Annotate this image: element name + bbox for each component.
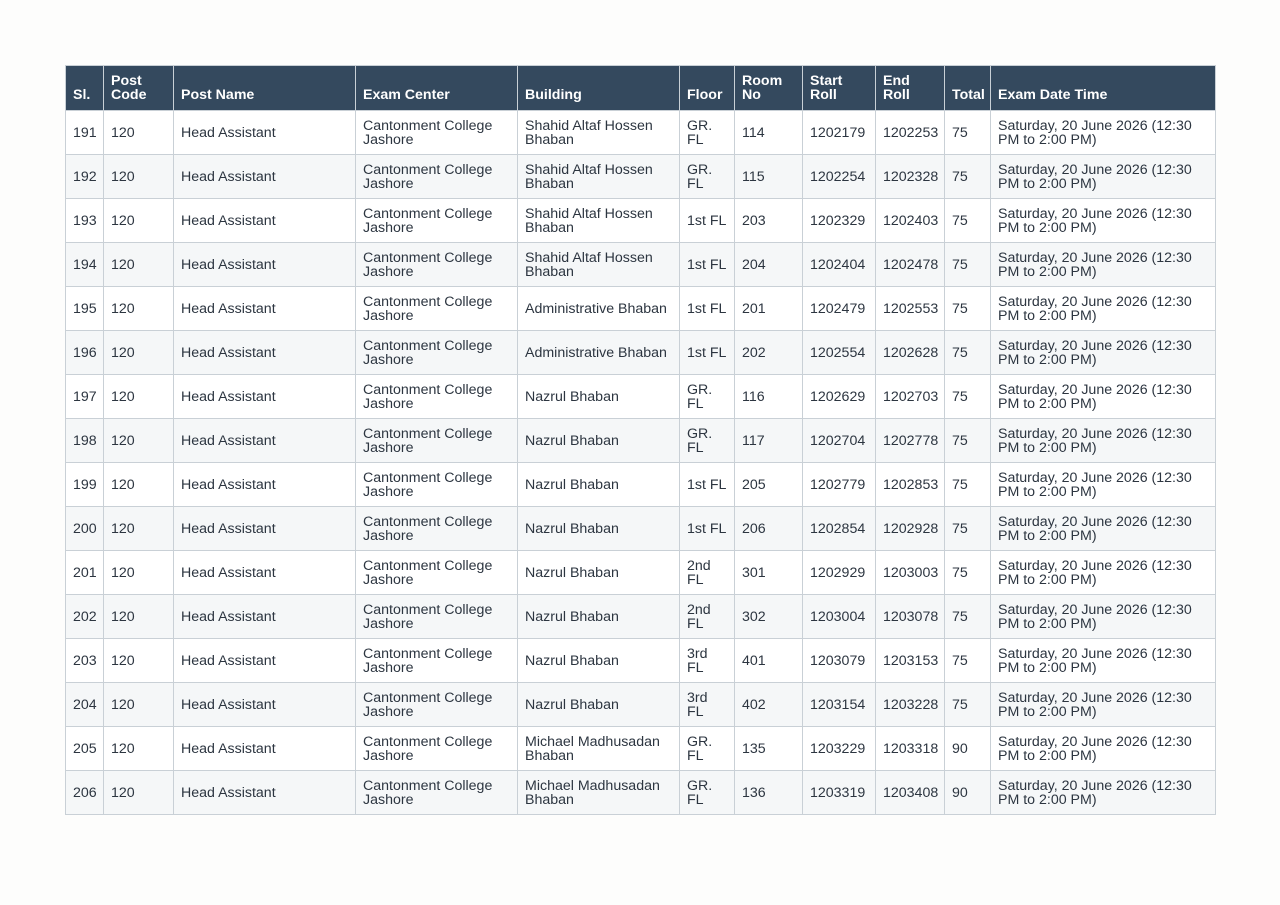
column-header-end-roll: End Roll bbox=[876, 66, 945, 111]
table-row bbox=[66, 771, 1216, 815]
cell-room-no: 402 bbox=[735, 683, 803, 727]
cell-post-code: 120 bbox=[104, 683, 174, 727]
cell-post-code: 120 bbox=[104, 375, 174, 419]
column-header-post-code: Post Code bbox=[104, 66, 174, 111]
cell-room-no: 117 bbox=[735, 419, 803, 463]
cell-post-name: Head Assistant bbox=[174, 375, 356, 419]
cell-exam-date-time: Saturday, 20 June 2026 (12:30 PM to 2:00 PM) bbox=[991, 463, 1216, 507]
cell-start-roll: 1202629 bbox=[803, 375, 876, 419]
cell-exam-date-time: Saturday, 20 June 2026 (12:30 PM to 2:00 PM) bbox=[991, 551, 1216, 595]
cell-post-name: Head Assistant bbox=[174, 243, 356, 287]
cell-room-no: 205 bbox=[735, 463, 803, 507]
cell-exam-date-time: Saturday, 20 June 2026 (12:30 PM to 2:00 PM) bbox=[991, 595, 1216, 639]
cell-post-name: Head Assistant bbox=[174, 683, 356, 727]
cell-post-code: 120 bbox=[104, 155, 174, 199]
cell-end-roll: 1202553 bbox=[876, 287, 945, 331]
table-row bbox=[66, 243, 1216, 287]
cell-post-code: 120 bbox=[104, 639, 174, 683]
cell-exam-center: Cantonment College Jashore bbox=[356, 727, 518, 771]
cell-post-name: Head Assistant bbox=[174, 111, 356, 155]
table-row bbox=[66, 683, 1216, 727]
cell-total: 75 bbox=[945, 639, 991, 683]
table-row bbox=[66, 595, 1216, 639]
cell-floor: GR. FL bbox=[680, 727, 735, 771]
cell-start-roll: 1202254 bbox=[803, 155, 876, 199]
cell-post-code: 120 bbox=[104, 507, 174, 551]
cell-room-no: 202 bbox=[735, 331, 803, 375]
column-header-exam-date-time: Exam Date Time bbox=[991, 66, 1216, 111]
cell-end-roll: 1202253 bbox=[876, 111, 945, 155]
cell-start-roll: 1202329 bbox=[803, 199, 876, 243]
column-header-sl: Sl. bbox=[66, 66, 104, 111]
cell-post-code: 120 bbox=[104, 727, 174, 771]
cell-building: Administrative Bhaban bbox=[518, 331, 680, 375]
cell-total: 90 bbox=[945, 727, 991, 771]
table-row bbox=[66, 199, 1216, 243]
cell-end-roll: 1202778 bbox=[876, 419, 945, 463]
cell-floor: 1st FL bbox=[680, 507, 735, 551]
cell-building: Nazrul Bhaban bbox=[518, 507, 680, 551]
cell-exam-center: Cantonment College Jashore bbox=[356, 331, 518, 375]
cell-exam-date-time: Saturday, 20 June 2026 (12:30 PM to 2:00 PM) bbox=[991, 639, 1216, 683]
header-row bbox=[66, 66, 1216, 111]
cell-room-no: 115 bbox=[735, 155, 803, 199]
cell-total: 75 bbox=[945, 111, 991, 155]
cell-total: 75 bbox=[945, 683, 991, 727]
cell-floor: 1st FL bbox=[680, 199, 735, 243]
cell-total: 75 bbox=[945, 331, 991, 375]
cell-total: 75 bbox=[945, 287, 991, 331]
cell-sl: 206 bbox=[66, 771, 104, 815]
cell-building: Shahid Altaf Hossen Bhaban bbox=[518, 155, 680, 199]
cell-room-no: 204 bbox=[735, 243, 803, 287]
table-row bbox=[66, 155, 1216, 199]
column-header-room-no: Room No bbox=[735, 66, 803, 111]
cell-floor: GR. FL bbox=[680, 155, 735, 199]
cell-exam-date-time: Saturday, 20 June 2026 (12:30 PM to 2:00 PM) bbox=[991, 155, 1216, 199]
table-row bbox=[66, 463, 1216, 507]
cell-floor: 3rd FL bbox=[680, 683, 735, 727]
cell-total: 75 bbox=[945, 375, 991, 419]
cell-end-roll: 1203408 bbox=[876, 771, 945, 815]
cell-end-roll: 1202928 bbox=[876, 507, 945, 551]
cell-exam-date-time: Saturday, 20 June 2026 (12:30 PM to 2:00 PM) bbox=[991, 199, 1216, 243]
cell-exam-center: Cantonment College Jashore bbox=[356, 111, 518, 155]
cell-post-name: Head Assistant bbox=[174, 595, 356, 639]
cell-floor: GR. FL bbox=[680, 375, 735, 419]
cell-post-name: Head Assistant bbox=[174, 551, 356, 595]
column-header-exam-center: Exam Center bbox=[356, 66, 518, 111]
table-header bbox=[66, 66, 1216, 111]
cell-room-no: 201 bbox=[735, 287, 803, 331]
cell-total: 75 bbox=[945, 155, 991, 199]
cell-room-no: 114 bbox=[735, 111, 803, 155]
column-header-building: Building bbox=[518, 66, 680, 111]
cell-post-name: Head Assistant bbox=[174, 199, 356, 243]
table-body bbox=[66, 111, 1216, 815]
cell-floor: GR. FL bbox=[680, 771, 735, 815]
cell-post-code: 120 bbox=[104, 771, 174, 815]
cell-post-code: 120 bbox=[104, 243, 174, 287]
cell-sl: 196 bbox=[66, 331, 104, 375]
cell-start-roll: 1202704 bbox=[803, 419, 876, 463]
cell-room-no: 206 bbox=[735, 507, 803, 551]
cell-end-roll: 1203003 bbox=[876, 551, 945, 595]
cell-total: 75 bbox=[945, 551, 991, 595]
cell-post-code: 120 bbox=[104, 463, 174, 507]
cell-sl: 201 bbox=[66, 551, 104, 595]
cell-post-name: Head Assistant bbox=[174, 287, 356, 331]
cell-room-no: 401 bbox=[735, 639, 803, 683]
cell-end-roll: 1202628 bbox=[876, 331, 945, 375]
table-row bbox=[66, 111, 1216, 155]
cell-exam-center: Cantonment College Jashore bbox=[356, 595, 518, 639]
cell-post-code: 120 bbox=[104, 419, 174, 463]
cell-floor: 1st FL bbox=[680, 463, 735, 507]
cell-building: Nazrul Bhaban bbox=[518, 595, 680, 639]
cell-floor: 2nd FL bbox=[680, 551, 735, 595]
cell-building: Shahid Altaf Hossen Bhaban bbox=[518, 199, 680, 243]
cell-building: Nazrul Bhaban bbox=[518, 463, 680, 507]
cell-sl: 198 bbox=[66, 419, 104, 463]
cell-total: 75 bbox=[945, 463, 991, 507]
cell-sl: 193 bbox=[66, 199, 104, 243]
cell-room-no: 203 bbox=[735, 199, 803, 243]
column-header-total: Total bbox=[945, 66, 991, 111]
cell-exam-center: Cantonment College Jashore bbox=[356, 287, 518, 331]
cell-post-name: Head Assistant bbox=[174, 727, 356, 771]
cell-exam-date-time: Saturday, 20 June 2026 (12:30 PM to 2:00 PM) bbox=[991, 727, 1216, 771]
column-header-post-name: Post Name bbox=[174, 66, 356, 111]
table-row bbox=[66, 507, 1216, 551]
cell-start-roll: 1202404 bbox=[803, 243, 876, 287]
cell-building: Nazrul Bhaban bbox=[518, 419, 680, 463]
cell-building: Shahid Altaf Hossen Bhaban bbox=[518, 111, 680, 155]
cell-start-roll: 1203004 bbox=[803, 595, 876, 639]
cell-end-roll: 1202703 bbox=[876, 375, 945, 419]
cell-sl: 197 bbox=[66, 375, 104, 419]
cell-sl: 203 bbox=[66, 639, 104, 683]
cell-exam-date-time: Saturday, 20 June 2026 (12:30 PM to 2:00 PM) bbox=[991, 419, 1216, 463]
cell-post-code: 120 bbox=[104, 331, 174, 375]
cell-exam-date-time: Saturday, 20 June 2026 (12:30 PM to 2:00 PM) bbox=[991, 111, 1216, 155]
cell-total: 75 bbox=[945, 243, 991, 287]
cell-room-no: 136 bbox=[735, 771, 803, 815]
cell-sl: 205 bbox=[66, 727, 104, 771]
cell-post-name: Head Assistant bbox=[174, 639, 356, 683]
cell-building: Michael Madhusadan Bhaban bbox=[518, 771, 680, 815]
cell-start-roll: 1202854 bbox=[803, 507, 876, 551]
cell-exam-center: Cantonment College Jashore bbox=[356, 155, 518, 199]
table-row bbox=[66, 419, 1216, 463]
cell-post-code: 120 bbox=[104, 111, 174, 155]
cell-end-roll: 1202853 bbox=[876, 463, 945, 507]
cell-end-roll: 1203153 bbox=[876, 639, 945, 683]
cell-sl: 204 bbox=[66, 683, 104, 727]
cell-building: Nazrul Bhaban bbox=[518, 683, 680, 727]
cell-room-no: 302 bbox=[735, 595, 803, 639]
cell-floor: GR. FL bbox=[680, 419, 735, 463]
cell-building: Shahid Altaf Hossen Bhaban bbox=[518, 243, 680, 287]
cell-post-code: 120 bbox=[104, 551, 174, 595]
cell-exam-center: Cantonment College Jashore bbox=[356, 507, 518, 551]
cell-post-code: 120 bbox=[104, 595, 174, 639]
cell-start-roll: 1203229 bbox=[803, 727, 876, 771]
cell-exam-center: Cantonment College Jashore bbox=[356, 419, 518, 463]
cell-end-roll: 1203078 bbox=[876, 595, 945, 639]
cell-start-roll: 1202479 bbox=[803, 287, 876, 331]
cell-total: 90 bbox=[945, 771, 991, 815]
cell-total: 75 bbox=[945, 595, 991, 639]
cell-sl: 199 bbox=[66, 463, 104, 507]
cell-exam-date-time: Saturday, 20 June 2026 (12:30 PM to 2:00 PM) bbox=[991, 375, 1216, 419]
cell-start-roll: 1202554 bbox=[803, 331, 876, 375]
cell-end-roll: 1202478 bbox=[876, 243, 945, 287]
cell-post-code: 120 bbox=[104, 199, 174, 243]
column-header-floor: Floor bbox=[680, 66, 735, 111]
cell-start-roll: 1203079 bbox=[803, 639, 876, 683]
cell-exam-center: Cantonment College Jashore bbox=[356, 551, 518, 595]
cell-post-name: Head Assistant bbox=[174, 155, 356, 199]
cell-exam-date-time: Saturday, 20 June 2026 (12:30 PM to 2:00 PM) bbox=[991, 287, 1216, 331]
cell-room-no: 116 bbox=[735, 375, 803, 419]
cell-exam-date-time: Saturday, 20 June 2026 (12:30 PM to 2:00 PM) bbox=[991, 507, 1216, 551]
cell-room-no: 301 bbox=[735, 551, 803, 595]
cell-post-name: Head Assistant bbox=[174, 331, 356, 375]
cell-floor: 1st FL bbox=[680, 287, 735, 331]
cell-sl: 200 bbox=[66, 507, 104, 551]
cell-exam-center: Cantonment College Jashore bbox=[356, 771, 518, 815]
cell-post-code: 120 bbox=[104, 287, 174, 331]
table-row bbox=[66, 331, 1216, 375]
cell-exam-center: Cantonment College Jashore bbox=[356, 243, 518, 287]
cell-start-roll: 1203154 bbox=[803, 683, 876, 727]
cell-floor: 2nd FL bbox=[680, 595, 735, 639]
cell-floor: GR. FL bbox=[680, 111, 735, 155]
cell-end-roll: 1202328 bbox=[876, 155, 945, 199]
cell-exam-center: Cantonment College Jashore bbox=[356, 639, 518, 683]
cell-exam-date-time: Saturday, 20 June 2026 (12:30 PM to 2:00 PM) bbox=[991, 771, 1216, 815]
cell-exam-date-time: Saturday, 20 June 2026 (12:30 PM to 2:00 PM) bbox=[991, 683, 1216, 727]
cell-start-roll: 1202929 bbox=[803, 551, 876, 595]
cell-post-name: Head Assistant bbox=[174, 771, 356, 815]
cell-building: Administrative Bhaban bbox=[518, 287, 680, 331]
cell-sl: 195 bbox=[66, 287, 104, 331]
cell-floor: 3rd FL bbox=[680, 639, 735, 683]
cell-start-roll: 1202179 bbox=[803, 111, 876, 155]
cell-exam-date-time: Saturday, 20 June 2026 (12:30 PM to 2:00 PM) bbox=[991, 331, 1216, 375]
table-row bbox=[66, 727, 1216, 771]
cell-exam-center: Cantonment College Jashore bbox=[356, 199, 518, 243]
table-row bbox=[66, 639, 1216, 683]
cell-exam-date-time: Saturday, 20 June 2026 (12:30 PM to 2:00 PM) bbox=[991, 243, 1216, 287]
cell-end-roll: 1202403 bbox=[876, 199, 945, 243]
cell-sl: 202 bbox=[66, 595, 104, 639]
cell-start-roll: 1202779 bbox=[803, 463, 876, 507]
cell-exam-center: Cantonment College Jashore bbox=[356, 683, 518, 727]
cell-end-roll: 1203318 bbox=[876, 727, 945, 771]
cell-total: 75 bbox=[945, 199, 991, 243]
cell-sl: 194 bbox=[66, 243, 104, 287]
cell-exam-center: Cantonment College Jashore bbox=[356, 375, 518, 419]
cell-post-name: Head Assistant bbox=[174, 507, 356, 551]
table-row bbox=[66, 551, 1216, 595]
cell-sl: 192 bbox=[66, 155, 104, 199]
cell-building: Nazrul Bhaban bbox=[518, 551, 680, 595]
cell-building: Nazrul Bhaban bbox=[518, 375, 680, 419]
column-header-start-roll: Start Roll bbox=[803, 66, 876, 111]
table-row bbox=[66, 287, 1216, 331]
cell-building: Nazrul Bhaban bbox=[518, 639, 680, 683]
seat-plan-table bbox=[65, 65, 1216, 815]
cell-building: Michael Madhusadan Bhaban bbox=[518, 727, 680, 771]
cell-total: 75 bbox=[945, 419, 991, 463]
cell-post-name: Head Assistant bbox=[174, 463, 356, 507]
cell-floor: 1st FL bbox=[680, 243, 735, 287]
cell-post-name: Head Assistant bbox=[174, 419, 356, 463]
cell-start-roll: 1203319 bbox=[803, 771, 876, 815]
cell-room-no: 135 bbox=[735, 727, 803, 771]
cell-exam-center: Cantonment College Jashore bbox=[356, 463, 518, 507]
cell-floor: 1st FL bbox=[680, 331, 735, 375]
cell-total: 75 bbox=[945, 507, 991, 551]
cell-end-roll: 1203228 bbox=[876, 683, 945, 727]
cell-sl: 191 bbox=[66, 111, 104, 155]
table-row bbox=[66, 375, 1216, 419]
